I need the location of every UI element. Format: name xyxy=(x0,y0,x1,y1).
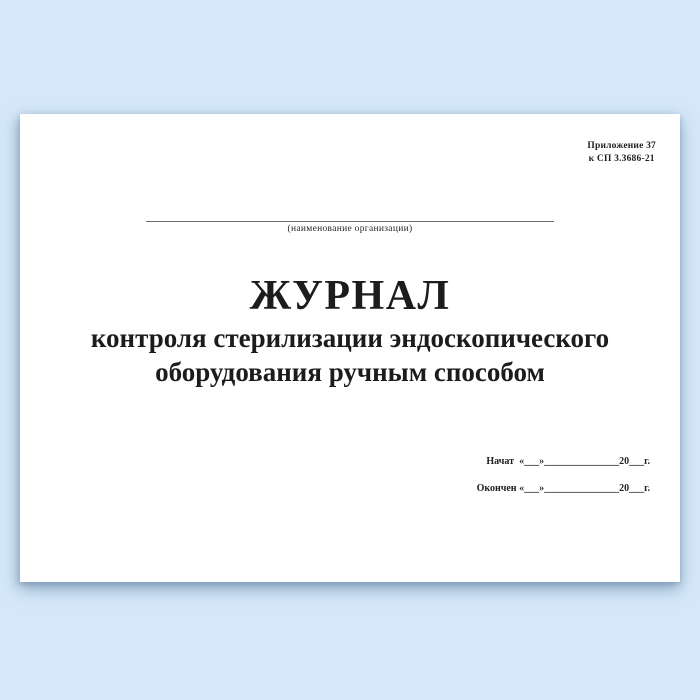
date-fields xyxy=(477,456,650,495)
appendix-note xyxy=(587,140,656,166)
organization-name-blank-line xyxy=(146,221,554,222)
appendix-note-line1: Приложение 37 xyxy=(587,141,656,151)
started-date-line: Начат «___»_______________20___г. xyxy=(486,456,650,467)
journal-title: ЖУРНАЛ xyxy=(249,273,451,319)
journal-cover-page xyxy=(20,114,680,582)
finished-date-line: Окончен «___»_______________20___г. xyxy=(476,483,650,494)
appendix-note-line2: к СП 3.3686-21 xyxy=(588,154,655,164)
title-block xyxy=(20,272,680,388)
organization-name-caption: (наименование организации) xyxy=(287,224,413,234)
journal-subtitle-line1: контроля стерилизации эндоскопического xyxy=(90,323,610,353)
journal-subtitle-line2: оборудования ручным способом xyxy=(155,357,545,387)
